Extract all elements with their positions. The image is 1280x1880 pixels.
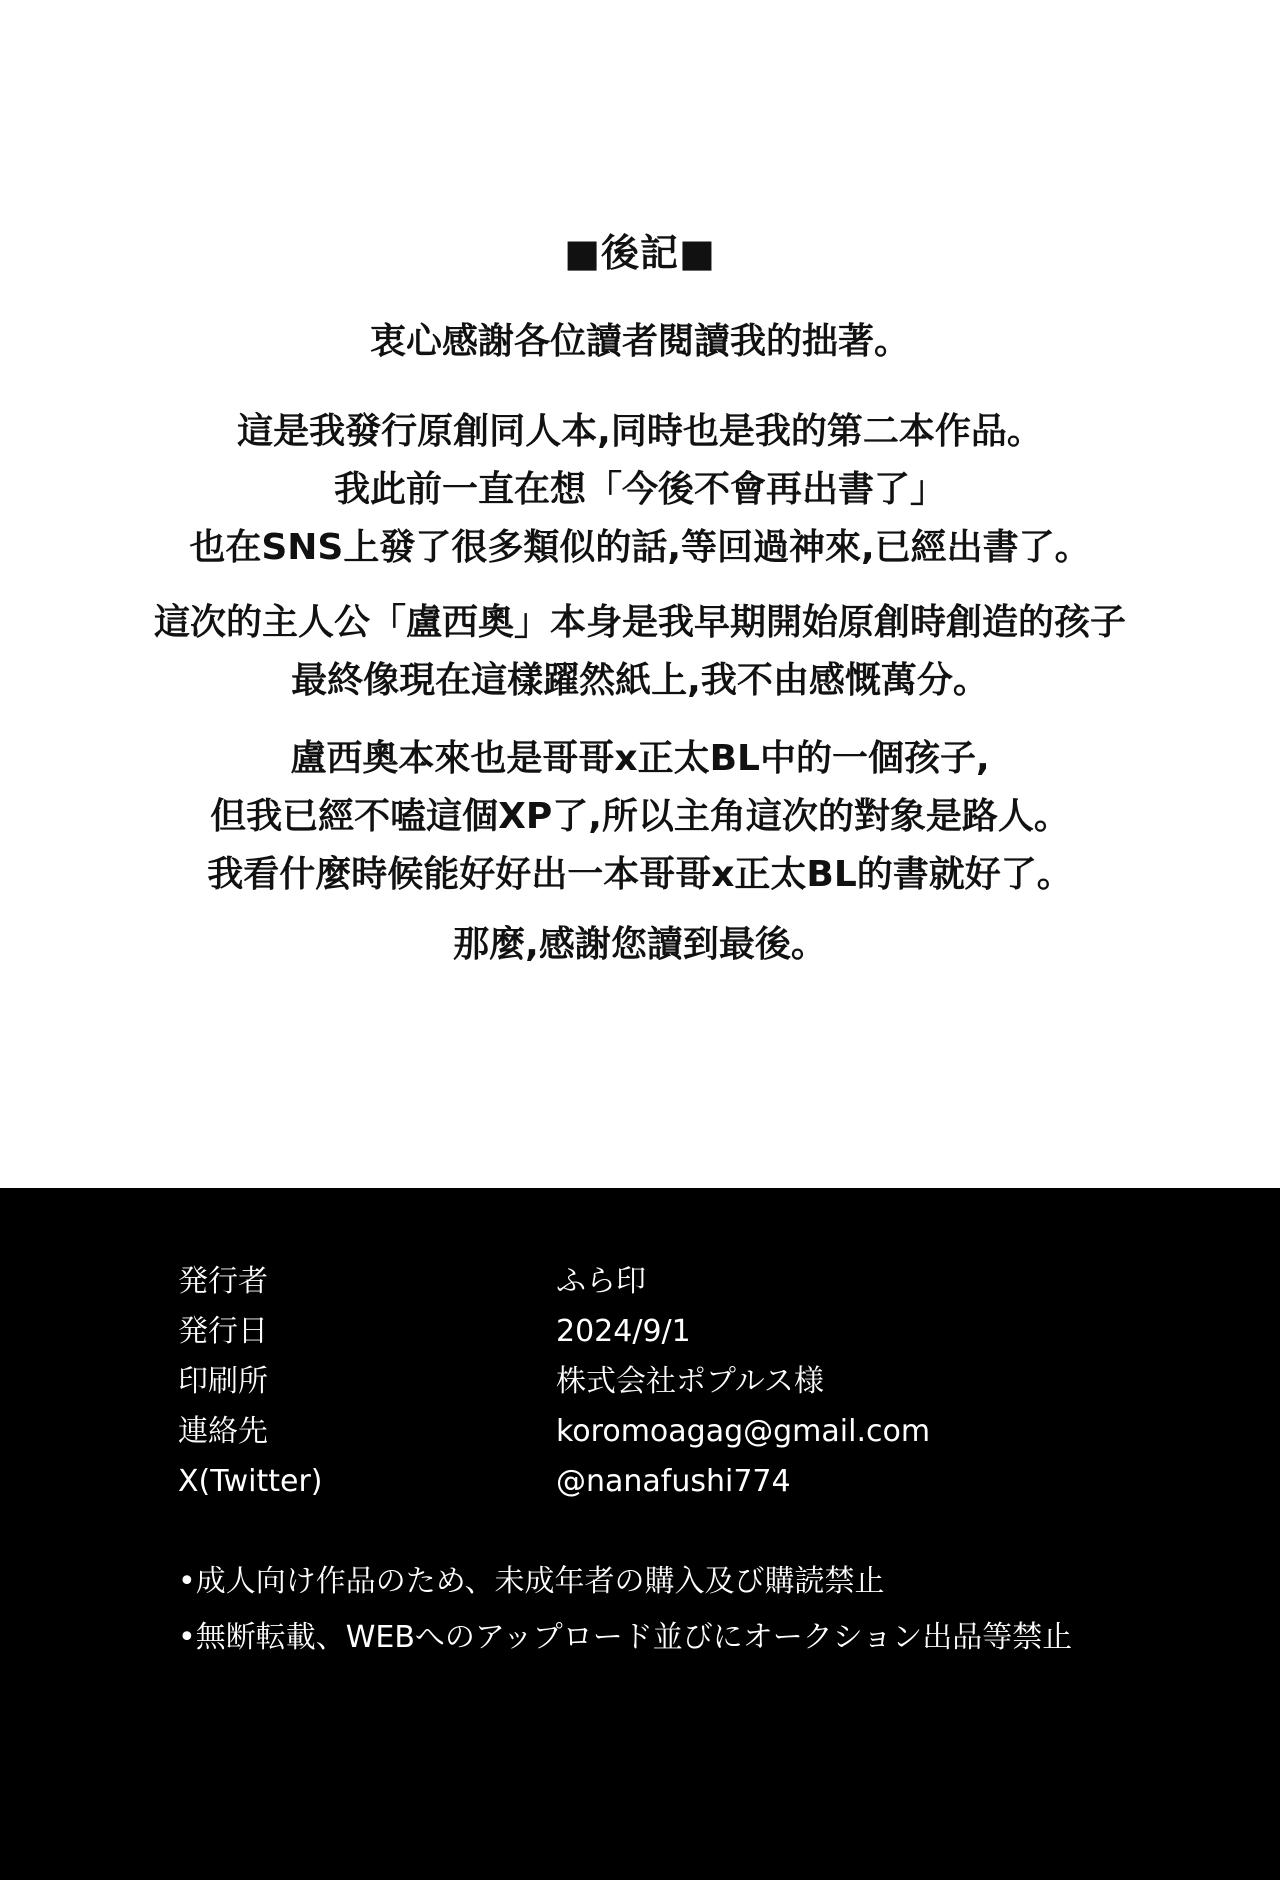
afterword-line: 這是我發行原創同人本,同時也是我的第二本作品。 bbox=[237, 411, 1043, 452]
colophon-label: X(Twitter) bbox=[178, 1464, 323, 1499]
colophon-label: 印刷所 bbox=[178, 1364, 268, 1399]
afterword-line: 但我已經不嗑這個XP了,所以主角這次的對象是路人。 bbox=[210, 796, 1070, 837]
afterword-line: 那麼,感謝您讀到最後。 bbox=[453, 924, 827, 965]
colophon-section bbox=[0, 1188, 1280, 1880]
afterword-paragraph-3 bbox=[0, 594, 1280, 710]
colophon-notes bbox=[178, 1554, 1072, 1666]
afterword-title: ■後記■ bbox=[564, 231, 716, 275]
afterword-line: 最終像現在這樣躍然紙上,我不由感慨萬分。 bbox=[291, 660, 989, 701]
colophon-row-printer bbox=[0, 1360, 1280, 1404]
colophon-row-publisher bbox=[0, 1260, 1280, 1304]
afterword-line: 衷心感謝各位讀者閱讀我的拙著。 bbox=[369, 321, 910, 362]
contact-email: koromoagag@gmail.com bbox=[556, 1414, 931, 1449]
afterword-line: 也在SNS上發了很多類似的話,等回過神來,已經出書了。 bbox=[189, 527, 1091, 568]
afterword-paragraph-2 bbox=[0, 403, 1280, 577]
colophon-value: ふら印 bbox=[556, 1264, 646, 1299]
note-no-reproduction: •無断転載、WEBへのアップロード並びにオークション出品等禁止 bbox=[178, 1620, 1073, 1655]
afterword-line: 盧西奧本來也是哥哥x正太BL中的一個孩子, bbox=[290, 738, 990, 779]
colophon-label: 連絡先 bbox=[178, 1414, 268, 1449]
afterword-paragraph-1 bbox=[0, 313, 1280, 371]
colophon-value: 2024/9/1 bbox=[556, 1314, 691, 1349]
colophon-value: 株式会社ポプルス様 bbox=[556, 1364, 824, 1399]
note-adult-only: •成人向け作品のため、未成年者の購入及び購読禁止 bbox=[178, 1564, 885, 1599]
afterword-paragraph-4 bbox=[0, 730, 1280, 904]
afterword-line: 我看什麼時候能好好出一本哥哥x正太BL的書就好了。 bbox=[207, 854, 1073, 895]
colophon-row-date bbox=[0, 1310, 1280, 1354]
colophon-row-contact bbox=[0, 1410, 1280, 1454]
afterword-paragraph-5 bbox=[0, 916, 1280, 974]
colophon-label: 発行者 bbox=[178, 1264, 268, 1299]
afterword-line: 這次的主人公「盧西奧」本身是我早期開始原創時創造的孩子 bbox=[153, 602, 1126, 643]
afterword-line: 我此前一直在想「今後不會再出書了」 bbox=[333, 469, 946, 510]
colophon-label: 発行日 bbox=[178, 1314, 268, 1349]
colophon-row-twitter bbox=[0, 1460, 1280, 1504]
twitter-handle: @nanafushi774 bbox=[556, 1464, 791, 1499]
